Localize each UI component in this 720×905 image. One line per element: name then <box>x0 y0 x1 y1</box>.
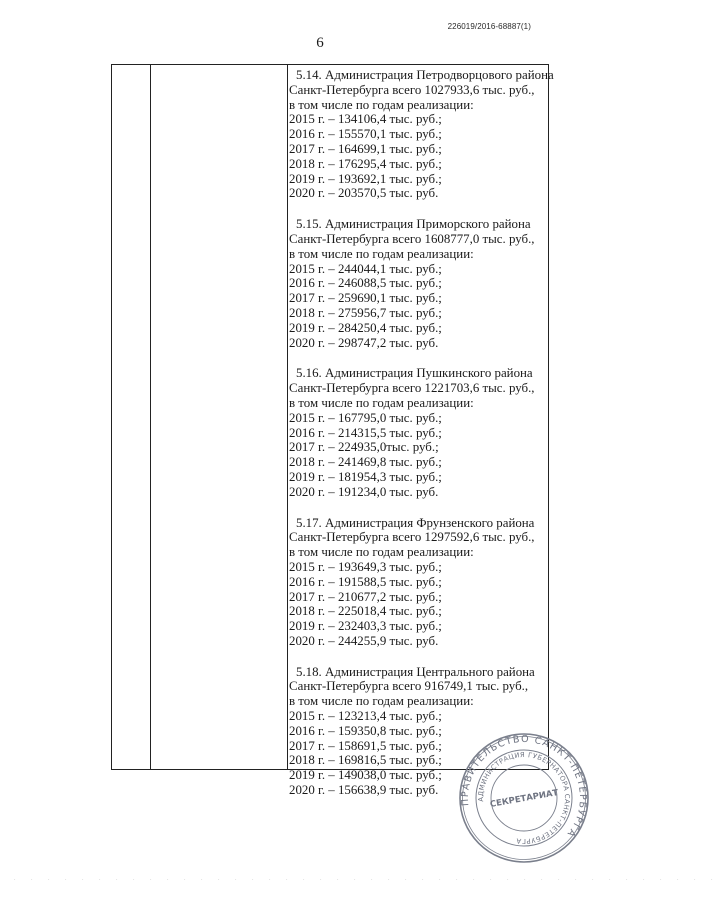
year-line: 2019 г. – 284250,4 тыс. руб.; <box>289 320 442 335</box>
section-total: Санкт-Петербурга всего 1297592,6 тыс. руб., <box>289 530 535 545</box>
year-line: 2017 г. – 210677,2 тыс. руб.; <box>289 589 442 604</box>
year-line: 2020 г. – 191234,0 тыс. руб. <box>289 484 439 499</box>
section-heading: 5.15. Администрация Приморского района <box>296 217 531 232</box>
section-subtitle: в том числе по годам реализации: <box>289 97 474 112</box>
year-line: 2018 г. – 176295,4 тыс. руб.; <box>289 156 442 171</box>
year-line: 2015 г. – 134106,4 тыс. руб.; <box>289 112 442 127</box>
table-column-divider <box>287 65 288 769</box>
year-line: 2016 г. – 214315,5 тыс. руб.; <box>289 425 442 440</box>
table-column-divider <box>150 65 151 769</box>
svg-text:ПРАВИТЕЛЬСТВО САНКТ-ПЕТЕРБУРГА: ПРАВИТЕЛЬСТВО САНКТ-ПЕТЕРБУРГА <box>459 733 589 840</box>
year-line: 2018 г. – 275956,7 тыс. руб.; <box>289 305 442 320</box>
year-line: 2020 г. – 156638,9 тыс. руб. <box>289 783 439 798</box>
section-heading: 5.16. Администрация Пушкинского района <box>296 366 533 381</box>
section-subtitle: в том числе по годам реализации: <box>289 545 474 560</box>
document-id: 226019/2016-68887(1) <box>447 22 531 31</box>
year-line: 2017 г. – 259690,1 тыс. руб.; <box>289 291 442 306</box>
section-5-15 <box>289 217 547 350</box>
year-line: 2015 г. – 123213,4 тыс. руб.; <box>289 709 442 724</box>
section-subtitle: в том числе по годам реализации: <box>289 694 474 709</box>
section-5-17 <box>289 516 547 649</box>
section-subtitle: в том числе по годам реализации: <box>289 395 474 410</box>
year-line: 2015 г. – 167795,0 тыс. руб.; <box>289 410 442 425</box>
section-heading: 5.17. Администрация Фрунзенского района <box>296 515 535 530</box>
year-line: 2018 г. – 241469,8 тыс. руб.; <box>289 455 442 470</box>
year-line: 2019 г. – 181954,3 тыс. руб.; <box>289 469 442 484</box>
year-line: 2018 г. – 169816,5 тыс. руб.; <box>289 753 442 768</box>
year-line: 2017 г. – 164699,1 тыс. руб.; <box>289 141 442 156</box>
year-line: 2019 г. – 232403,3 тыс. руб.; <box>289 619 442 634</box>
year-line: 2020 г. – 203570,5 тыс. руб. <box>289 186 439 201</box>
year-line: 2019 г. – 149038,0 тыс. руб.; <box>289 768 442 783</box>
year-line: 2017 г. – 158691,5 тыс. руб.; <box>289 738 442 753</box>
section-total: Санкт-Петербурга всего 1608777,0 тыс. руб., <box>289 231 535 246</box>
section-heading: 5.18. Администрация Центрального района <box>296 664 535 679</box>
svg-text:АДМИНИСТРАЦИЯ ГУБЕРНАТОРА САНК: АДМИНИСТРАЦИЯ ГУБЕРНАТОРА САНКТ-ПЕТЕРБУРГА <box>476 750 572 846</box>
year-line: 2018 г. – 225018,4 тыс. руб.; <box>289 604 442 619</box>
year-line: 2016 г. – 159350,8 тыс. руб.; <box>289 723 442 738</box>
section-total: Санкт-Петербурга всего 916749,1 тыс. руб., <box>289 679 529 694</box>
year-line: 2019 г. – 193692,1 тыс. руб.; <box>289 171 442 186</box>
section-total: Санкт-Петербурга всего 1027933,6 тыс. руб., <box>289 82 535 97</box>
section-total: Санкт-Петербурга всего 1221703,6 тыс. руб., <box>289 381 535 396</box>
section-heading: 5.14. Администрация Петродворцового района <box>296 68 554 82</box>
official-seal-stamp <box>458 732 590 864</box>
year-line: 2016 г. – 191588,5 тыс. руб.; <box>289 574 442 589</box>
year-line: 2017 г. – 224935,0тыс. руб.; <box>289 440 439 455</box>
svg-text:СЕКРЕТАРИАТ: СЕКРЕТАРИАТ <box>489 788 560 810</box>
year-line: 2015 г. – 193649,3 тыс. руб.; <box>289 559 442 574</box>
year-line: 2015 г. – 244044,1 тыс. руб.; <box>289 261 442 276</box>
year-line: 2020 г. – 244255,9 тыс. руб. <box>289 633 439 648</box>
section-5-14 <box>289 68 554 201</box>
page-number: 6 <box>316 35 324 51</box>
scan-artifacts: . . . . . . . . . . . . . . . . . . . . . . . . . . . . . . . . . . . . . . . . . . <box>14 876 720 882</box>
year-line: 2016 г. – 246088,5 тыс. руб.; <box>289 276 442 291</box>
year-line: 2020 г. – 298747,2 тыс. руб. <box>289 335 439 350</box>
section-5-16 <box>289 366 547 499</box>
section-subtitle: в том числе по годам реализации: <box>289 246 474 261</box>
year-line: 2016 г. – 155570,1 тыс. руб.; <box>289 127 442 142</box>
